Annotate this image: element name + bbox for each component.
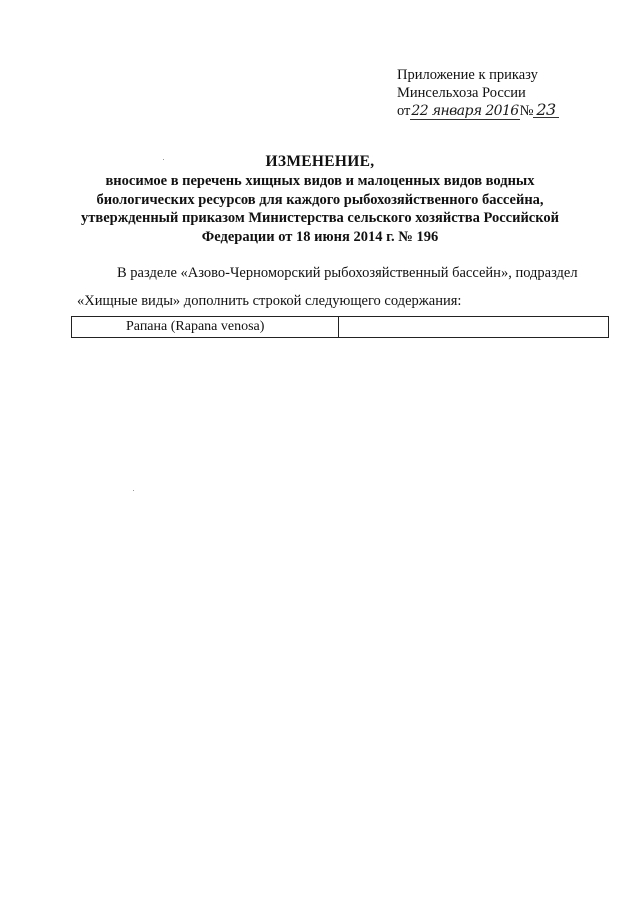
handwritten-date: 22 января 2016 <box>411 103 519 119</box>
heading-line-4: Федерации от 18 июня 2014 г. № 196 <box>201 228 439 245</box>
body-paragraph-1: В разделе «Азово-Черноморский рыбохозяйственный бассейн», подраздел <box>117 265 578 281</box>
species-table <box>71 316 609 338</box>
table-cell-value <box>339 317 608 337</box>
order-prefix: от <box>397 103 411 119</box>
number-sign: № <box>519 103 534 119</box>
heading-title: ИЗМЕНЕНИЕ, <box>265 153 375 170</box>
appendix-block <box>397 66 559 120</box>
scan-speck <box>163 159 164 160</box>
order-reference <box>397 102 559 120</box>
heading-line-1: вносимое в перечень хищных видов и малоценных видов водных <box>105 173 535 189</box>
table-cell-species: Рапана (Rapana venosa) <box>72 317 339 337</box>
appendix-line-2: Минсельхоза России <box>397 85 526 101</box>
scan-speck <box>133 490 134 491</box>
heading-line-2: биологических ресурсов для каждого рыбохозяйственного бассейна, <box>96 191 544 208</box>
body-paragraph-2: «Хищные виды» дополнить строкой следующего содержания: <box>77 293 462 309</box>
appendix-line-1: Приложение к приказу <box>397 67 538 83</box>
heading-line-3: утвержденный приказом Министерства сельского хозяйства Российской <box>80 210 559 226</box>
handwritten-number: 23 <box>533 102 558 118</box>
document-heading <box>10 152 630 246</box>
